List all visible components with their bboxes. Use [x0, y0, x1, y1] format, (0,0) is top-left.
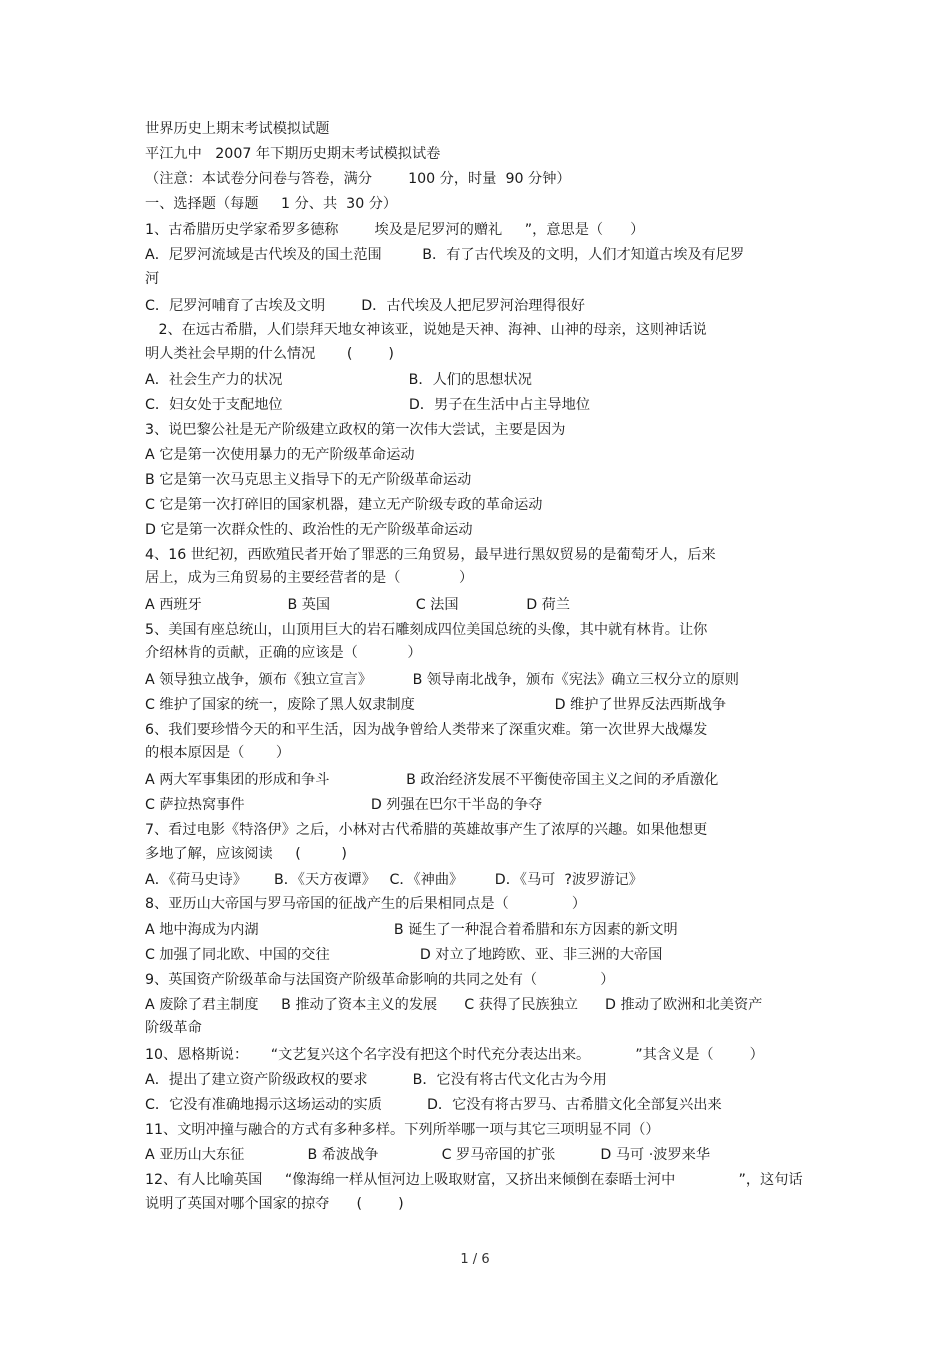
option-line: A 地中海成为内湖 B 诞生了一种混合着希腊和东方因素的新文明 [145, 922, 678, 938]
section-heading: 一、选择题（每题 1 分、共 30 分） [145, 196, 398, 212]
option-line: C 维护了国家的统一，废除了黑人奴隶制度 D 维护了世界反法西斯战争 [145, 697, 727, 713]
question-line: 4、16 世纪初，西欧殖民者开始了罪恶的三角贸易，最早进行黑奴贸易的是葡萄牙人，后来 [145, 547, 716, 563]
option-line: A 亚历山大东征 B 希波战争 C 罗马帝国的扩张 D 马可 ·波罗来华 [145, 1147, 711, 1163]
option-line: C 加强了同北欧、中国的交往 D 对立了地跨欧、亚、非三洲的大帝国 [145, 947, 663, 963]
option-line: A．提出了建立资产阶级政权的要求 B．它没有将古代文化古为今用 [145, 1072, 607, 1088]
option-line: C 萨拉热窝事件 D 列强在巴尔干半岛的争夺 [145, 797, 543, 813]
option-line: C．它没有准确地揭示这场运动的实质 D．它没有将古罗马、古希腊文化全部复兴出来 [145, 1097, 722, 1113]
option-line: A 它是第一次使用暴力的无产阶级革命运动 [145, 447, 415, 463]
option-line: B 它是第一次马克思主义指导下的无产阶级革命运动 [145, 472, 472, 488]
question-line: 3、说巴黎公社是无产阶级建立政权的第一次伟大尝试，主要是因为 [145, 422, 566, 438]
option-line: A 废除了君主制度 B 推动了资本主义的发展 C 获得了民族独立 D 推动了欧洲和北美资产 [145, 997, 763, 1013]
question-line: 明人类社会早期的什么情况 ( ) [145, 346, 394, 362]
question-line: 居上，成为三角贸易的主要经营者的是（ ） [145, 570, 474, 586]
question-line: 1、古希腊历史学家希罗多德称 埃及是尼罗河的赠礼 ”，意思是（ ） [145, 222, 645, 238]
question-line: 6、我们要珍惜今天的和平生活，因为战争曾给人类带来了深重灾难。第一次世界大战爆发 [145, 722, 708, 738]
question-line: 11、文明冲撞与融合的方式有多种多样。下列所举哪一项与其它三项明显不同（） [145, 1122, 660, 1138]
option-line: A．《荷马史诗》 B．《天方夜谭》 C．《神曲》 D．《马可 ?波罗游记》 [145, 872, 643, 888]
doc-note: （注意：本试卷分问卷与答卷，满分 100 分，时量 90 分钟） [145, 171, 571, 187]
option-line: A．社会生产力的状况 B．人们的思想状况 [145, 372, 532, 388]
question-line: 7、看过电影《特洛伊》之后，小林对古代希腊的英雄故事产生了浓厚的兴趣。如果他想更 [145, 822, 708, 838]
doc-subtitle: 平江九中 2007 年下期历史期末考试模拟试卷 [145, 146, 441, 162]
page-number: 1 / 6 [460, 1252, 490, 1267]
question-line: 9、英国资产阶级革命与法国资产阶级革命影响的共同之处有（ ） [145, 972, 615, 988]
option-line: D 它是第一次群众性的、政治性的无产阶级革命运动 [145, 522, 473, 538]
question-line: 的根本原因是（ ） [145, 745, 291, 761]
option-line: 河 [145, 271, 160, 287]
question-line: 2、在远古希腊，人们崇拜天地女神该亚，说她是天神、海神、山神的母亲，这则神话说 [145, 322, 707, 338]
option-line: C．尼罗河哺育了古埃及文明 D．古代埃及人把尼罗河治理得很好 [145, 298, 585, 314]
question-line: 5、美国有座总统山，山顶用巨大的岩石雕刻成四位美国总统的头像，其中就有林肯。让你 [145, 622, 708, 638]
question-line: 介绍林肯的贡献，正确的应该是（ ） [145, 645, 422, 661]
question-line: 多地了解，应该阅读 ( ) [145, 846, 347, 862]
question-line: 12、有人比喻英国 “像海绵一样从恒河边上吸取财富，又挤出来倾倒在泰晤士河中 ”，这句话 [145, 1172, 803, 1188]
option-line: A 领导独立战争，颁布《独立宣言》 B 领导南北战争，颁布《宪法》确立三权分立的原则 [145, 672, 739, 688]
option-line: C．妇女处于支配地位 D．男子在生活中占主导地位 [145, 397, 591, 413]
option-line: A 两大军事集团的形成和争斗 B 政治经济发展不平衡使帝国主义之间的矛盾激化 [145, 772, 719, 788]
doc-title: 世界历史上期末考试模拟试题 [145, 121, 330, 137]
option-line: 阶级革命 [145, 1020, 202, 1036]
question-line: 10、恩格斯说： “文艺复兴这个名字没有把这个时代充分表达出来。 ”其含义是（ ） [145, 1047, 764, 1063]
option-line: A 西班牙 B 英国 C 法国 D 荷兰 [145, 597, 571, 613]
question-line: 8、亚历山大帝国与罗马帝国的征战产生的后果相同点是（ ） [145, 896, 587, 912]
option-line: A．尼罗河流域是古代埃及的国土范围 B．有了古代埃及的文明，人们才知道古埃及有尼罗 [145, 247, 745, 263]
option-line: C 它是第一次打碎旧的国家机器，建立无产阶级专政的革命运动 [145, 497, 543, 513]
question-line: 说明了英国对哪个国家的掠夺 ( ) [145, 1196, 404, 1212]
